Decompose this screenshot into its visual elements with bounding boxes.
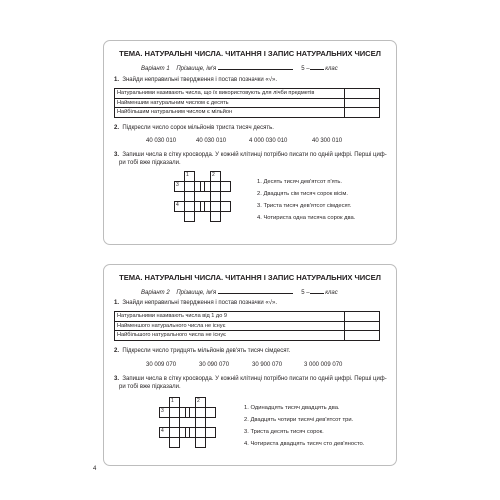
crossword-cell[interactable]: [184, 211, 195, 222]
class-label: клас: [325, 66, 338, 72]
clue-item: 4. Чотириста двадцять тисяч сто дев'яносто.: [244, 441, 365, 447]
task-number: 3.: [114, 376, 120, 382]
crossword-cell[interactable]: [174, 181, 185, 192]
number-options: [104, 138, 398, 146]
table-row: [115, 108, 380, 118]
surname-field[interactable]: [218, 288, 293, 294]
task-text: Знайди неправильні твердження і постав позначки «√».: [122, 300, 278, 306]
crossword-cell[interactable]: [200, 201, 211, 212]
task-number: 3.: [114, 152, 120, 158]
number-option[interactable]: 4 000 030 010: [249, 138, 288, 144]
task-2: [114, 348, 290, 354]
clue-item: 1. Десять тисяч дев'ятсот п'ять.: [257, 179, 342, 185]
crossword-cell[interactable]: [210, 201, 221, 212]
crossword-cell[interactable]: [220, 181, 231, 192]
clue-item: 2. Двадцять чотири тисячі дев'ятсот три.: [244, 417, 354, 423]
statements-table: [114, 88, 380, 118]
statement-text: Найбільшим натуральним числом є мільйон: [115, 108, 345, 118]
statement-text: Натуральними називають числа від 1 до 9: [115, 312, 345, 322]
variant-header: [141, 64, 338, 72]
variant-label: Варіант 2: [141, 290, 170, 296]
class-field[interactable]: [310, 288, 324, 294]
task-number: 1.: [114, 77, 120, 83]
class-prefix: 5 –: [301, 66, 310, 72]
worksheet-title: ТЕМА. НАТУРАЛЬНІ ЧИСЛА. ЧИТАННЯ І ЗАПИС НАТУРАЛЬНИХ ЧИСЕЛ: [119, 49, 381, 58]
worksheet-variant-1: [103, 40, 397, 245]
task-text: Підкресли число сорок мільйонів триста тисяч десять.: [122, 125, 274, 131]
clue-item: 1. Одинадцять тисяч двадцять два.: [244, 405, 340, 411]
surname-label: Прізвище, ім'я: [176, 290, 217, 296]
clue-item: 3. Триста тисяч дев'ятсот сімдесят.: [257, 203, 352, 209]
task-text: Знайди неправильні твердження і постав позначки «√».: [122, 77, 278, 83]
crossword-cell[interactable]: [195, 427, 206, 438]
task-1: [114, 77, 277, 83]
clue-item: 4. Чотириста одна тисяча сорок два.: [257, 215, 356, 221]
crossword-cell[interactable]: [210, 171, 221, 182]
task-text-line1: Запиши числа в сітку кросворда. У кожній клітинці потрібно писати по одній цифрі. Перші циф-: [122, 152, 387, 158]
variant-label: Варіант 1: [141, 66, 170, 72]
crossword-cell[interactable]: [200, 181, 211, 192]
crossword-cell[interactable]: [185, 407, 196, 418]
answer-cell[interactable]: [345, 108, 380, 118]
crossword-cell[interactable]: [195, 437, 206, 448]
crossword-cell[interactable]: [169, 437, 180, 448]
clue-number: 1: [171, 398, 174, 404]
crossword-cell[interactable]: [169, 397, 180, 408]
clue-number: 4: [176, 202, 179, 208]
number-option[interactable]: 40 300 010: [312, 138, 343, 144]
answer-cell[interactable]: [345, 312, 380, 322]
clue-number: 1: [186, 172, 189, 178]
class-prefix: 5 –: [301, 290, 310, 296]
crossword-clues: [244, 405, 394, 455]
task-3: [114, 151, 387, 167]
crossword-cell[interactable]: [174, 201, 185, 212]
number-option[interactable]: 40 030 010: [146, 138, 177, 144]
number-option[interactable]: 30 900 070: [252, 362, 283, 368]
crossword-cell[interactable]: [184, 171, 195, 182]
answer-cell[interactable]: [345, 321, 380, 331]
class-field[interactable]: [310, 64, 324, 70]
clue-item: 3. Триста десять тисяч сорок.: [244, 429, 324, 435]
crossword-cell[interactable]: [185, 427, 196, 438]
task-text-line2: ри тобі вже підказали.: [119, 160, 181, 166]
crossword-cell[interactable]: [159, 407, 170, 418]
number-option[interactable]: 30 090 070: [199, 362, 230, 368]
table-row: [115, 331, 380, 341]
worksheet-variant-2: [103, 264, 397, 466]
statements-table: [114, 311, 380, 341]
task-2: [114, 125, 274, 131]
task-3: [114, 375, 387, 391]
number-option[interactable]: 3 000 009 070: [304, 362, 343, 368]
number-option[interactable]: 40 030 010: [196, 138, 227, 144]
crossword-cell[interactable]: [169, 407, 180, 418]
class-label: клас: [325, 290, 338, 296]
task-number: 2.: [114, 125, 120, 131]
task-text: Підкресли число тридцять мільйонів дев'ять тисяч сімдесят.: [122, 348, 291, 354]
statement-text: Найбільшого натурального числа не існує: [115, 331, 345, 341]
crossword-cell[interactable]: [210, 191, 221, 202]
task-text-line1: Запиши числа в сітку кросворда. У кожній клітинці потрібно писати по одній цифрі. Перші циф-: [122, 376, 387, 382]
crossword-cell[interactable]: [159, 427, 170, 438]
variant-header: [141, 288, 338, 296]
crossword-cell[interactable]: [210, 211, 221, 222]
statement-text: Натуральними називають числа, що їх використовують для лічби предметів: [115, 89, 345, 99]
crossword-cell[interactable]: [184, 181, 195, 192]
surname-label: Прізвище, ім'я: [176, 66, 217, 72]
table-row: [115, 312, 380, 322]
statement-text: Найменшого натурального числа не існує: [115, 321, 345, 331]
answer-cell[interactable]: [345, 98, 380, 108]
clue-number: 3: [176, 182, 179, 188]
answer-cell[interactable]: [345, 331, 380, 341]
crossword-clues: [257, 179, 397, 229]
crossword-cell[interactable]: [220, 201, 231, 212]
table-row: [115, 321, 380, 331]
crossword-cell[interactable]: [205, 407, 216, 418]
task-1: [114, 300, 277, 306]
crossword-cell[interactable]: [184, 191, 195, 202]
table-row: [115, 89, 380, 99]
answer-cell[interactable]: [345, 89, 380, 99]
crossword-cell[interactable]: [195, 397, 206, 408]
crossword-grid: [159, 397, 219, 457]
crossword-cell[interactable]: [169, 417, 180, 428]
clue-number: 3: [161, 408, 164, 414]
clue-item: 2. Двадцять сім тисяч сорок вісім.: [257, 191, 349, 197]
worksheet-title: ТЕМА. НАТУРАЛЬНІ ЧИСЛА. ЧИТАННЯ І ЗАПИС НАТУРАЛЬНИХ ЧИСЕЛ: [119, 273, 381, 282]
crossword-cell[interactable]: [169, 427, 180, 438]
task-number: 1.: [114, 300, 120, 306]
statement-text: Найменшим натуральним числом є десять: [115, 98, 345, 108]
task-text-line2: ри тобі вже підказали.: [119, 384, 181, 390]
number-options: [104, 362, 398, 370]
crossword-cell[interactable]: [205, 427, 216, 438]
page-number: 4: [93, 466, 97, 472]
crossword-cell[interactable]: [210, 181, 221, 192]
surname-field[interactable]: [218, 64, 293, 70]
crossword-grid: [174, 171, 234, 231]
number-option[interactable]: 30 009 070: [146, 362, 177, 368]
crossword-cell[interactable]: [195, 407, 206, 418]
task-number: 2.: [114, 348, 120, 354]
table-row: [115, 98, 380, 108]
crossword-cell[interactable]: [195, 417, 206, 428]
clue-number: 4: [161, 428, 164, 434]
clue-number: 2: [212, 172, 215, 178]
crossword-cell[interactable]: [184, 201, 195, 212]
clue-number: 2: [197, 398, 200, 404]
